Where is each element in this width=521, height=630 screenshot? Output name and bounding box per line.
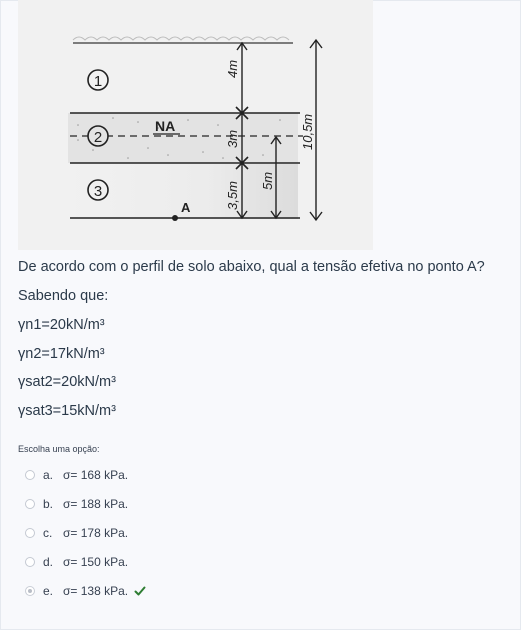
given-gamma-n2: γn2=17kN/m³ (18, 346, 105, 362)
dim-layer3-label: 3,5m (225, 181, 240, 210)
option-e-letter: e. (43, 584, 54, 598)
option-e-text: σ= 138 kPa. (63, 584, 129, 598)
dim-layer1-label: 4m (225, 59, 240, 78)
option-d[interactable] (25, 553, 128, 571)
option-c-letter: c. (43, 526, 53, 540)
layer3-label: 3 (93, 183, 103, 200)
dim-below-na-label: 5m (260, 171, 275, 190)
choose-option-prompt: Escolha uma opção: (18, 444, 100, 454)
ground-surface-hatch (73, 37, 289, 40)
option-b-text: σ= 188 kPa. (63, 497, 129, 511)
option-b[interactable] (25, 495, 128, 513)
option-c-text: σ= 178 kPa. (63, 526, 129, 540)
option-c[interactable] (25, 524, 128, 542)
given-gamma-sat2: γsat2=20kN/m³ (18, 374, 116, 390)
dim-total-label: 10,5m (300, 113, 315, 150)
dim-layer2-label: 3m (225, 129, 240, 148)
layer2-label: 2 (93, 129, 103, 146)
option-a-text: σ= 168 kPa. (63, 468, 129, 482)
option-a[interactable] (25, 466, 128, 484)
option-a-letter: a. (43, 468, 54, 482)
radio-b[interactable] (25, 499, 35, 509)
radio-a[interactable] (25, 470, 35, 480)
option-d-letter: d. (43, 555, 54, 569)
radio-d[interactable] (25, 557, 35, 567)
option-d-text: σ= 150 kPa. (63, 555, 129, 569)
question-given: Sabendo que: (18, 288, 109, 304)
option-b-letter: b. (43, 497, 54, 511)
option-e[interactable] (25, 582, 146, 600)
correct-check-icon (134, 585, 146, 597)
point-a-dot (172, 215, 178, 221)
soil-profile-figure (18, 0, 373, 250)
radio-c[interactable] (25, 528, 35, 538)
soil-profile-drawing (18, 0, 373, 250)
given-gamma-sat3: γsat3=15kN/m³ (18, 403, 116, 419)
water-table-label: NA (155, 118, 176, 134)
given-gamma-n1: γn1=20kN/m³ (18, 317, 105, 333)
point-a-label: A (181, 200, 191, 215)
layer1-label: 1 (93, 73, 103, 90)
radio-e[interactable] (25, 586, 35, 596)
question-text: De acordo com o perfil de solo abaixo, qual a tensão efetiva no ponto A? (18, 259, 485, 275)
